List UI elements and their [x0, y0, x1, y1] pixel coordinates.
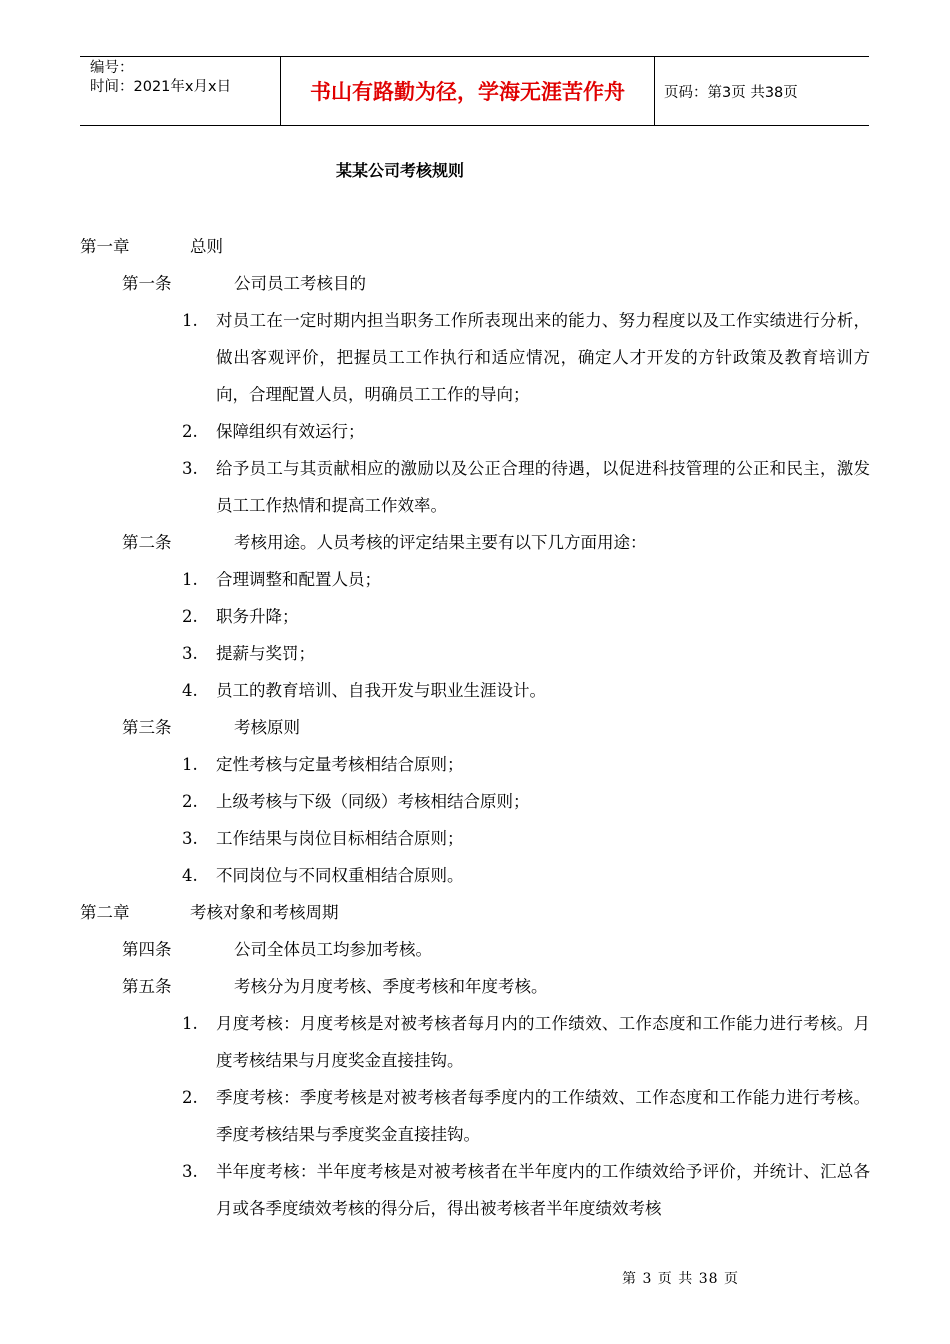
document-title: 某某公司考核规则 [335, 161, 464, 180]
serial-label: 编号： [90, 60, 134, 76]
item-text: 不同岗位与不同权重相结合原则。 [216, 866, 464, 885]
item-text: 合理调整和配置人员； [216, 570, 381, 589]
item-number: 3. [182, 459, 198, 478]
article-heading [80, 709, 870, 746]
document-body [80, 228, 870, 1227]
item-number: 1. [182, 311, 198, 330]
article-label: 第五条 [122, 977, 172, 996]
item-text: 保障组织有效运行； [216, 422, 365, 441]
list-item [80, 450, 870, 524]
item-text: 月度考核：月度考核是对被考核者每月内的工作绩效、工作态度和工作能力进行考核。月度考核结果与月度奖金直接挂钩。 [216, 1014, 870, 1070]
item-number: 4. [182, 681, 198, 700]
article-title: 公司全体员工均参加考核。 [234, 940, 432, 959]
list-item [80, 783, 870, 820]
article-heading [80, 931, 870, 968]
item-text: 对员工在一定时期内担当职务工作所表现出来的能力、努力程度以及工作实绩进行分析，做出客观评价，把握员工工作执行和适应情况，确定人才开发的方针政策及教育培训方向，合理配置人员，明确员工工作的导向； [216, 311, 870, 404]
chapter-label: 第一章 [80, 237, 130, 256]
item-text: 职务升降； [216, 607, 299, 626]
header-divider [654, 57, 655, 125]
article-title: 公司员工考核目的 [234, 274, 366, 293]
time-label: 时间：2021年x月x日 [90, 79, 232, 95]
list-item [80, 857, 870, 894]
item-number: 2. [182, 607, 198, 626]
list-item [80, 746, 870, 783]
item-text: 提薪与奖罚； [216, 644, 315, 663]
item-number: 3. [182, 829, 198, 848]
page-header [80, 56, 869, 126]
item-number: 1. [182, 755, 198, 774]
list-item [80, 302, 870, 413]
item-text: 员工的教育培训、自我开发与职业生涯设计。 [216, 681, 546, 700]
list-item [80, 1153, 870, 1227]
item-text: 半年度考核：半年度考核是对被考核者在半年度内的工作绩效给予评价，并统计、汇总各月或各季度绩效考核的得分后，得出被考核者半年度绩效考核 [216, 1162, 870, 1218]
article-title: 考核原则 [234, 718, 300, 737]
item-number: 3. [182, 1162, 198, 1181]
item-text: 给予员工与其贡献相应的激励以及公正合理的待遇，以促进科技管理的公正和民主，激发员工工作热情和提高工作效率。 [216, 459, 870, 515]
item-number: 2. [182, 1088, 198, 1107]
item-number: 1. [182, 570, 198, 589]
chapter-heading [80, 228, 870, 265]
item-number: 2. [182, 792, 198, 811]
item-text: 工作结果与岗位目标相结合原则； [216, 829, 464, 848]
chapter-title: 总则 [190, 237, 223, 256]
article-title: 考核分为月度考核、季度考核和年度考核。 [234, 977, 548, 996]
item-number: 4. [182, 866, 198, 885]
header-meta [90, 59, 280, 97]
list-item [80, 1005, 870, 1079]
article-heading [80, 524, 870, 561]
chapter-heading [80, 894, 870, 931]
chapter-title: 考核对象和考核周期 [190, 903, 339, 922]
item-text: 季度考核：季度考核是对被考核者每季度内的工作绩效、工作态度和工作能力进行考核。季度考核结果与季度奖金直接挂钩。 [216, 1088, 870, 1144]
item-number: 2. [182, 422, 198, 441]
article-label: 第一条 [122, 274, 172, 293]
header-page-info: 页码：第3页 共38页 [664, 84, 798, 101]
list-item [80, 598, 870, 635]
list-item [80, 561, 870, 598]
article-label: 第四条 [122, 940, 172, 959]
article-heading [80, 265, 870, 302]
header-motto: 书山有路勤为径，学海无涯苦作舟 [310, 80, 625, 104]
item-text: 定性考核与定量考核相结合原则； [216, 755, 464, 774]
article-label: 第二条 [122, 533, 172, 552]
list-item [80, 413, 870, 450]
list-item [80, 635, 870, 672]
list-item [80, 1079, 870, 1153]
item-number: 3. [182, 644, 198, 663]
list-item [80, 672, 870, 709]
list-item [80, 820, 870, 857]
article-label: 第三条 [122, 718, 172, 737]
article-title: 考核用途。人员考核的评定结果主要有以下几方面用途： [234, 533, 647, 552]
chapter-label: 第二章 [80, 903, 130, 922]
page-footer: 第 3 页 共 38 页 [622, 1271, 739, 1287]
item-number: 1. [182, 1014, 198, 1033]
article-heading [80, 968, 870, 1005]
item-text: 上级考核与下级（同级）考核相结合原则； [216, 792, 530, 811]
